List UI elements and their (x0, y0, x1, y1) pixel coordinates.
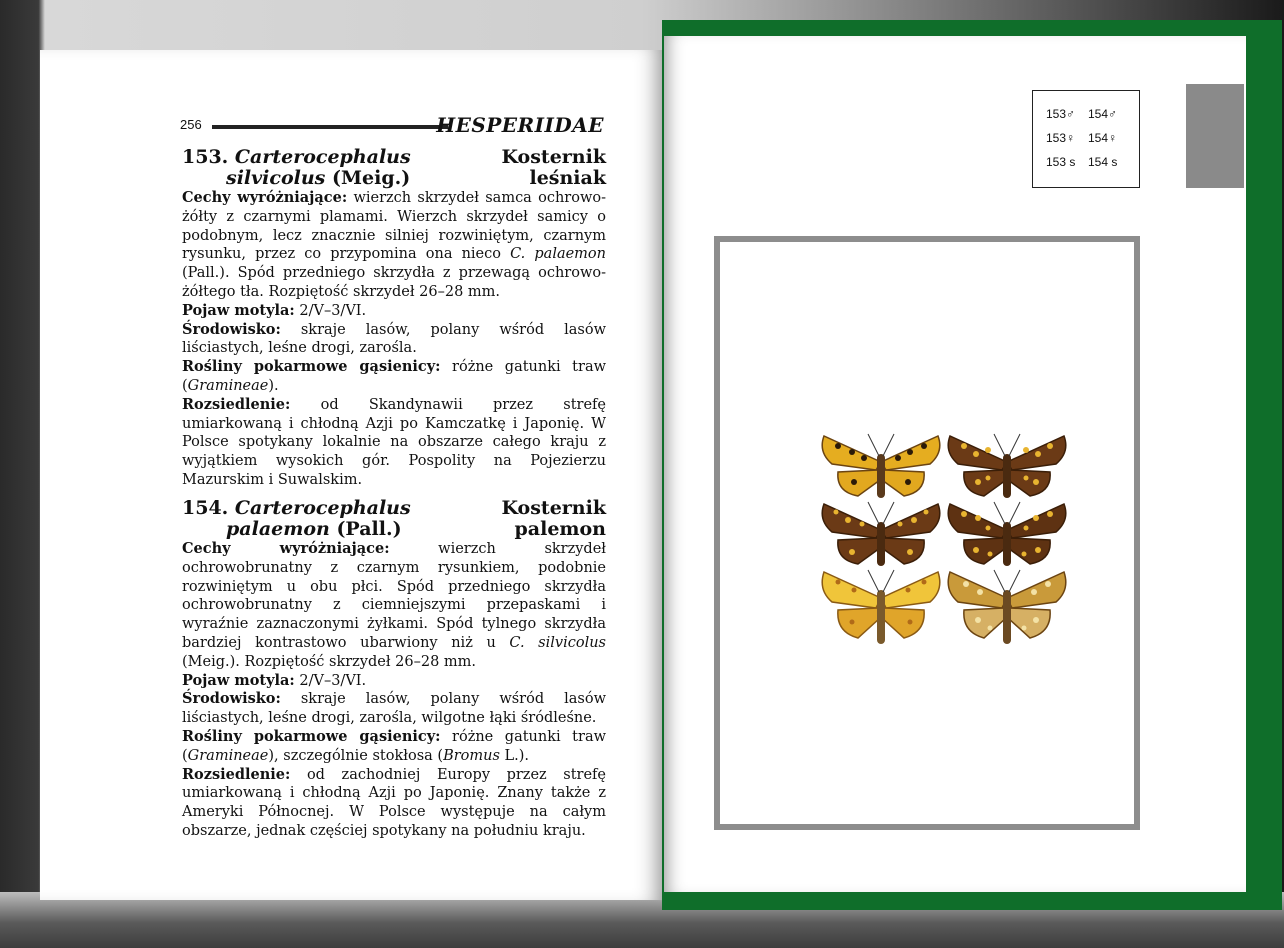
species-entry-153 (182, 147, 606, 490)
running-head (180, 113, 604, 137)
legend-row-female (1046, 131, 1130, 145)
plate-legend (1032, 90, 1140, 188)
entry-heading (182, 147, 606, 189)
butterfly-154-female-image (944, 500, 1070, 568)
rozsiedlenie-paragraph: Rozsiedlenie: od zachodniej Europy przez strefę umiarkowaną i chłodną Azji po Japonię. Znany także z Ameryki Północnej. W Polsce występuje na całym obszarze, jednak częściej spotykany na południu kraju. (182, 765, 606, 839)
rosliny-paragraph: Rośliny pokarmowe gąsienicy: różne gatunki traw (Gramineae). (182, 358, 606, 394)
species-name: silvicolus (226, 167, 326, 189)
pojaw-paragraph: Pojaw motyla: 2/V–3/VI. (182, 671, 367, 689)
species-name: palaemon (226, 518, 330, 540)
rozsiedlenie-paragraph: Rozsiedlenie: od Skandynawii przez strefę umiarkowaną i chłodną Azji po Kamczatkę i Japonię. W Polsce spotykany lokalnie na obszarze całego kraju z wyjątkiem wysokich gór. Pospolity na Pojezierzu Mazurskim i Suwalskim. (182, 395, 606, 488)
cechy-paragraph: Cechy wyróżniające: wierzch skrzydeł samca ochrowo-żółty z czarnymi plamami. Wierzch skrzydeł samicy o podobnym, lecz znacznie silniej rozwiniętym, czarnym rysunku, przez co przypomina ona nieco C. palaemon (Pall.). Spód przedniego skrzydła z przewagą ochrowo-żółtego tła. Rozpiętość skrzydeł 26–28 mm. (182, 189, 606, 300)
legend-row-male (1046, 107, 1130, 121)
genus-name: Carterocephalus (234, 497, 411, 519)
butterfly-153-female-image (818, 500, 944, 568)
page-number: 256 (180, 117, 202, 132)
head-rule (212, 125, 448, 129)
entry-number: 154. (182, 497, 229, 519)
pojaw-paragraph: Pojaw motyla: 2/V–3/VI. (182, 301, 367, 319)
entry-heading (182, 498, 606, 540)
legend-153-male: 153♂ (1046, 107, 1076, 121)
section-thumb-tab (1186, 84, 1244, 188)
common-name-2: palemon (514, 518, 606, 540)
entry-number: 153. (182, 146, 229, 168)
legend-153-female: 153♀ (1046, 131, 1076, 145)
srodowisko-paragraph: Środowisko: skraje lasów, polany wśród lasów liściastych, leśne drogi, zarośla. (182, 320, 606, 357)
family-title: HESPERIIDAE (436, 113, 604, 137)
legend-154-male: 154♂ (1088, 107, 1118, 121)
species-author: (Pall.) (336, 518, 402, 540)
species-entry-154 (182, 498, 606, 841)
butterfly-154-male-image (944, 432, 1070, 500)
legend-154-underside: 154 s (1088, 155, 1118, 169)
species-author: (Meig.) (332, 167, 411, 189)
butterfly-plate (714, 236, 1140, 830)
butterfly-154-underside-image (944, 568, 1070, 646)
rosliny-paragraph: Rośliny pokarmowe gąsienicy: różne gatunki traw (Gramineae), szczególnie stokłosa (Bromus L.). (182, 727, 606, 764)
butterfly-153-male-image (818, 432, 944, 500)
legend-153-underside: 153 s (1046, 155, 1076, 169)
common-name-2: leśniak (529, 167, 606, 189)
cechy-paragraph: Cechy wyróżniające: wierzch skrzydeł ochrowobrunatny z czarnym rysunkiem, podobnie rozwiniętym u obu płci. Spód przedniego skrzydła ochrowobrunatny z ciemniejszymi przepaskami i wyraźnie zaznaczonymi żyłkami. Spód tylnego skrzydła bardziej kontrastowo ubarwiony niż u C. silvicolus (Meig.). Rozpiętość skrzydeł 26–28 mm. (182, 540, 606, 670)
common-name-1: Kosternik (501, 497, 606, 519)
common-name-1: Kosternik (501, 146, 606, 168)
butterfly-153-underside-image (818, 568, 944, 646)
legend-154-female: 154♀ (1088, 131, 1118, 145)
legend-row-underside (1046, 155, 1130, 169)
genus-name: Carterocephalus (234, 146, 411, 168)
srodowisko-paragraph: Środowisko: skraje lasów, polany wśród lasów liściastych, leśne drogi, zarośla, wilgotne łąki śródleśne. (182, 690, 606, 727)
